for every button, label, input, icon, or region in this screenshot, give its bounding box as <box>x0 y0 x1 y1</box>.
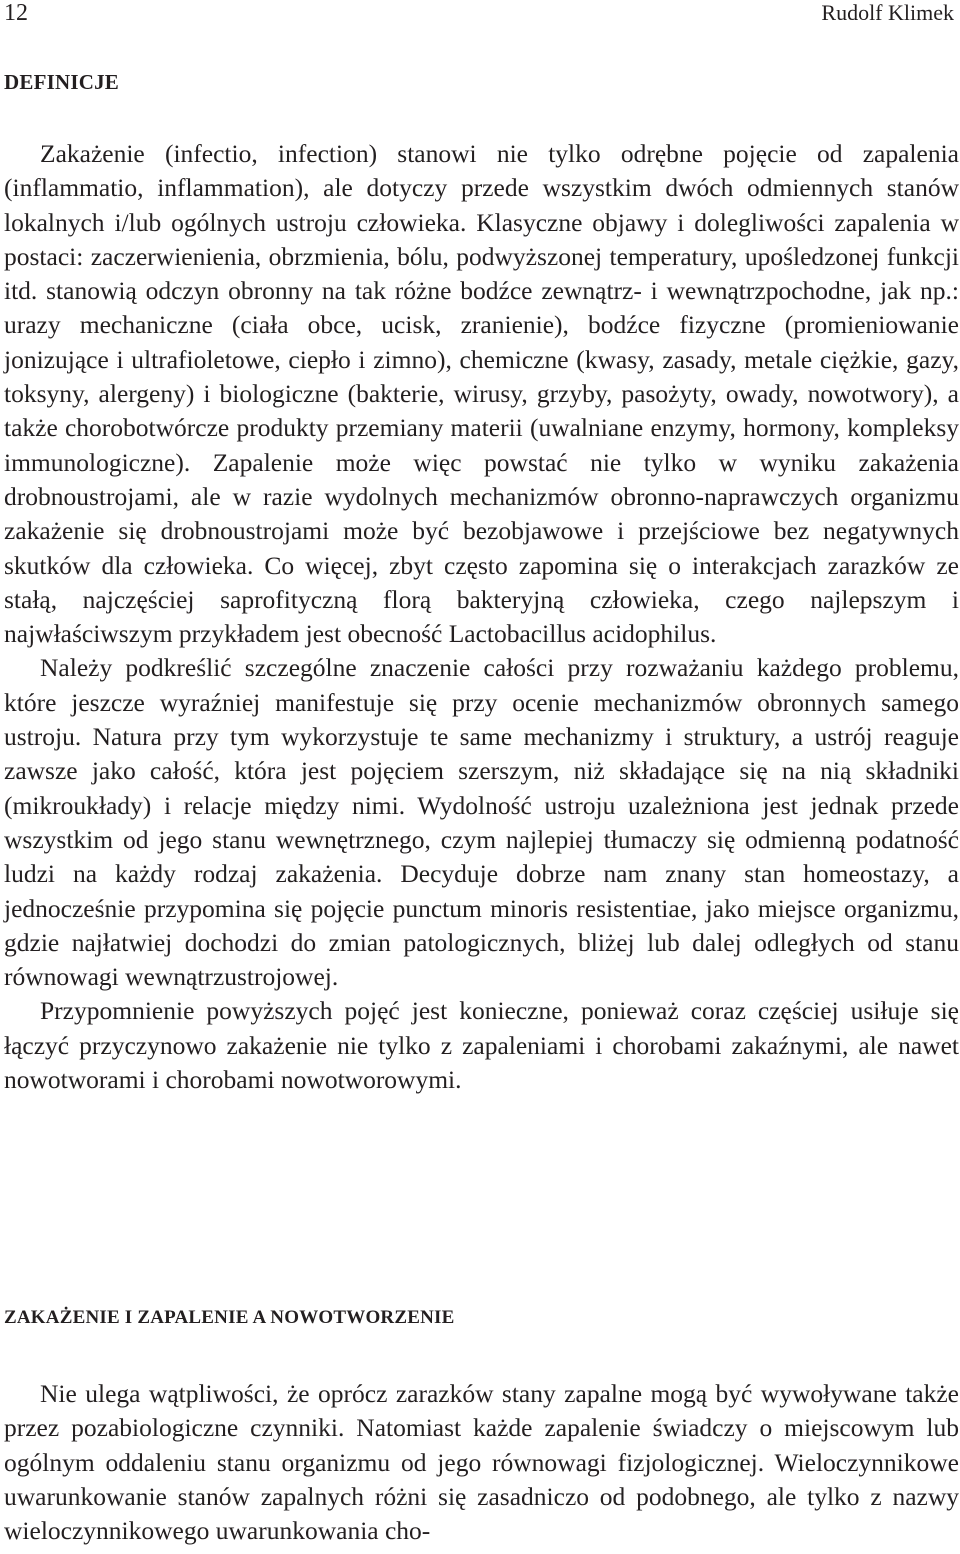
paragraph: Należy podkreślić szczególne znaczenie całości przy rozważaniu każdego problemu, które jeszcze wyraźniej manifestuje się przy ocenie mechanizmów obronnych samego ustroju. Natura przy tym wykorzystuje te same mechanizmy i struktury, a ustrój reaguje zawsze jako całość, która jest pojęciem szerszym, niż składające się na nią składniki (mikroukłady) i relacje między nimi. Wydolność ustroju uzależniona jest jednak przede wszystkim od jego stanu wewnętrznego, czym najlepiej tłumaczy się odmienną podatność ludzi na każdy rodzaj zakażenia. Decyduje dobrze nam znany stan homeostazy, a jednocześnie przypomina się pojęcie punctum minoris resistentiae, jako miejsce organizmu, gdzie najłatwiej dochodzi do zmian patologicznych, bliżej lub dalej odległych od stanu równowagi wewnątrzustrojowej. <box>4 653 959 992</box>
paragraph: Zakażenie (infectio, infection) stanowi nie tylko odrębne pojęcie od zapalenia (inflammatio, inflammation), ale dotyczy przede wszystkim dwóch odmiennych stanów lokalnych i/lub ogólnych ustroju człowieka. Klasyczne objawy i dolegliwości zapalenia w postaci: zaczerwienienia, obrzmienia, bólu, podwyższonej temperatury, upośledzonej funkcji itd. stanowią odczyn obronny na tak różne bodźce zewnątrz- i wewnątrzpochodne, jak np.: urazy mechaniczne (ciała obce, ucisk, zranienie), bodźce fizyczne (promieniowanie jonizujące i ultrafioletowe, ciepło i zimno), chemiczne (kwasy, zasady, metale ciężkie, gazy, toksyny, alergeny) i biologiczne (bakterie, wirusy, grzyby, pasożyty, owady, nowotwory), a także chorobotwórcze produkty przemiany materii (uwalniane enzymy, hormony, kompleksy immunologiczne). Zapalenie może więc powstać nie tylko w wyniku zakażenia drobnoustrojami, ale w razie wydolnych mechanizmów obronno-naprawczych organizmu zakażenie się drobnoustrojami może być bezobjawowe i przejściowe bez negatywnych skutków dla człowieka. Co więcej, zbyt często zapomina się o interakcjach zarazków ze stałą, najczęściej saprofityczną florą bakteryjną człowieka, czego najlepszym i najwłaściwszym przykładem jest obecność Lactobacillus acidophilus. <box>4 139 959 649</box>
section-heading-zakazenie: ZAKAŻENIE I ZAPALENIE A NOWOTWORZENIE <box>4 1307 455 1328</box>
section-heading-definicje: DEFINICJE <box>4 70 119 94</box>
section-body-definicje <box>4 137 959 1097</box>
running-header <box>4 0 954 30</box>
paragraph: Nie ulega wątpliwości, że oprócz zarazków stany zapalne mogą być wywoływane także przez pozabiologiczne czynniki. Natomiast każde zapalenie świadczy o miejscowym lub ogólnym oddaleniu stanu organizmu od jego równowagi fizjologicznej. Wieloczynnikowe uwarunkowanie stanów zapalnych różni się zasadniczo od podobnego, ale tylko z nazwy wieloczynnikowego uwarunkowania cho- <box>4 1379 959 1546</box>
section-body-zakazenie <box>4 1377 959 1548</box>
paragraph: Przypomnienie powyższych pojęć jest konieczne, ponieważ coraz częściej usiłuje się łączyć przyczynowo zakażenie nie tylko z zapaleniami i chorobami zakaźnymi, ale nawet nowotworami i chorobami nowotworowymi. <box>4 996 959 1095</box>
running-head-author: Rudolf Klimek <box>821 0 954 25</box>
page-number: 12 <box>4 0 28 26</box>
